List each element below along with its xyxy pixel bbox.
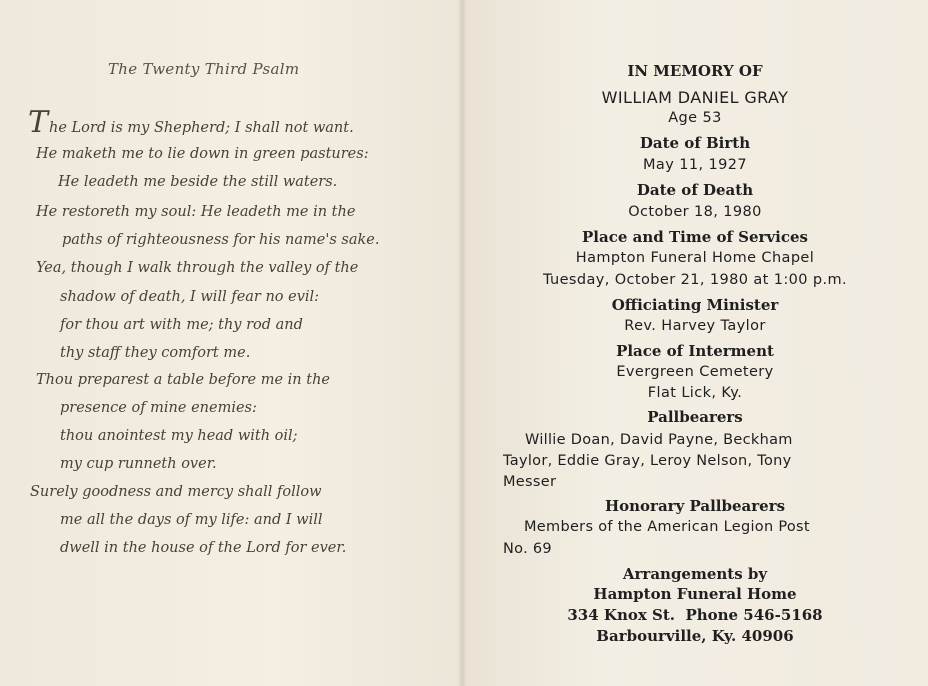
- services-time: Tuesday, October 21, 1980 at 1:00 p.m.: [542, 272, 848, 288]
- psalm-line: me all the days of my life: and I will: [60, 512, 323, 528]
- funeral-home-name: Hampton Funeral Home: [593, 585, 797, 603]
- funeral-home-address: 334 Knox St. Phone 546-5168: [567, 606, 823, 624]
- psalm-drop-cap: T: [28, 105, 49, 140]
- services-label: Place and Time of Services: [582, 228, 808, 246]
- pallbearers-names: Taylor, Eddie Gray, Leroy Nelson, Tony: [503, 453, 792, 469]
- death-label: Date of Death: [636, 181, 754, 199]
- psalm-title: The Twenty Third Psalm: [108, 60, 300, 78]
- honorary-label: Honorary Pallbearers: [604, 497, 786, 515]
- deceased-age: Age 53: [668, 110, 722, 126]
- psalm-line: The Lord is my Shepherd; I shall not want.: [28, 105, 354, 140]
- services-place: Hampton Funeral Home Chapel: [575, 250, 815, 266]
- psalm-line: He maketh me to lie down in green pastures:: [36, 146, 369, 162]
- minister-label: Officiating Minister: [611, 296, 779, 314]
- pallbearers-label: Pallbearers: [647, 408, 743, 426]
- funeral-home-city: Barbourville, Ky. 40906: [596, 627, 794, 645]
- pallbearers-names: Messer: [503, 474, 557, 490]
- psalm-line: paths of righteousness for his name's sake.: [62, 232, 380, 248]
- honorary-names: No. 69: [503, 541, 552, 557]
- psalm-line: thou anointest my head with oil;: [60, 428, 298, 444]
- deceased-name: WILLIAM DANIEL GRAY: [601, 88, 789, 107]
- interment-label: Place of Interment: [616, 342, 774, 360]
- arrangements-label: Arrangements by: [622, 565, 768, 583]
- birth-label: Date of Birth: [639, 134, 751, 152]
- memorial-heading: IN MEMORY OF: [627, 62, 763, 80]
- psalm-line: He restoreth my soul: He leadeth me in the: [36, 204, 356, 220]
- honorary-names: Members of the American Legion Post: [524, 519, 810, 535]
- interment-town: Flat Lick, Ky.: [647, 385, 743, 401]
- psalm-line: for thou art with me; thy rod and: [60, 317, 303, 333]
- psalm-line: dwell in the house of the Lord for ever.: [60, 540, 347, 556]
- psalm-line: shadow of death, I will fear no evil:: [60, 289, 320, 305]
- psalm-line: thy staff they comfort me.: [60, 345, 251, 361]
- psalm-line: presence of mine enemies:: [60, 400, 257, 416]
- birth-date: May 11, 1927: [643, 157, 747, 173]
- left-page: [0, 0, 462, 686]
- pallbearers-names: Willie Doan, David Payne, Beckham: [525, 432, 793, 448]
- psalm-line: Surely goodness and mercy shall follow: [30, 484, 322, 500]
- interment-place: Evergreen Cemetery: [616, 364, 774, 380]
- psalm-line: my cup runneth over.: [60, 456, 217, 472]
- psalm-line: He leadeth me beside the still waters.: [58, 174, 338, 190]
- death-date: October 18, 1980: [628, 204, 762, 220]
- minister-name: Rev. Harvey Taylor: [624, 318, 766, 334]
- psalm-line: Thou preparest a table before me in the: [36, 372, 330, 388]
- psalm-line: Yea, though I walk through the valley of the: [36, 260, 359, 276]
